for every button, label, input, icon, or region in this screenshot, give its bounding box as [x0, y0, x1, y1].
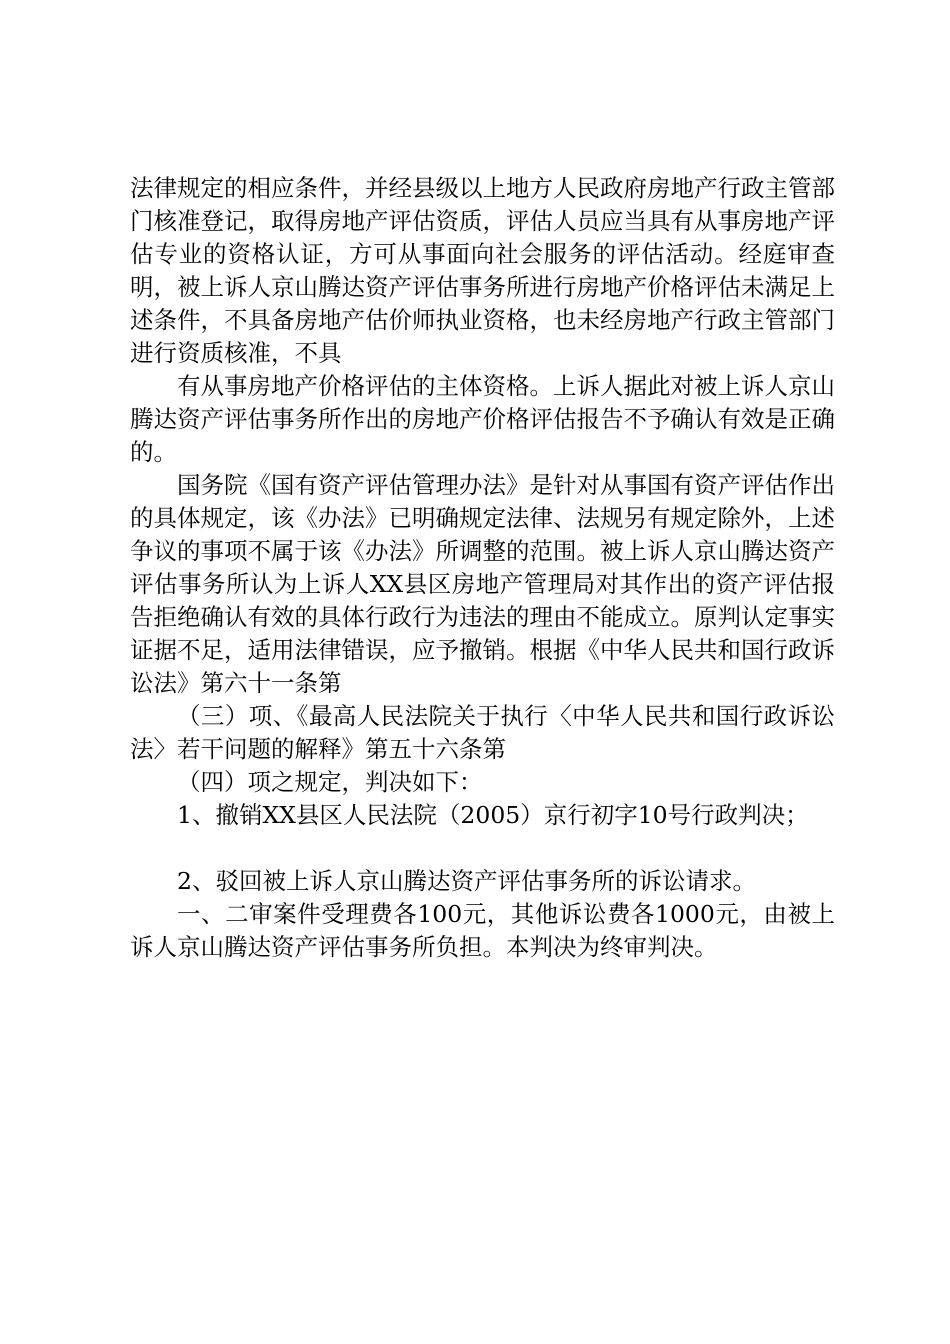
paragraph: 国务院《国有资产评估管理办法》是针对从事国有资产评估作出的具体规定，该《办法》已明确规定法律、法规另有规定除外，上述争议的事项不属于该《办法》所调整的范围。被上诉人京山腾达资产评估事务所认为上诉人XX县区房地产管理局对其作出的资产评估报告拒绝确认有效的具体行政行为违法的理由不能成立。原判认定事实证据不足，适用法律错误，应予撤销。根据《中华人民共和国行政诉讼法》第六十一条第: [130, 471, 835, 697]
paragraph: （三）项、《最高人民法院关于执行〈中华人民共和国行政诉讼法〉若干问题的解释》第五十六条第: [130, 702, 835, 763]
blank-line: [130, 832, 835, 865]
judgment-item-1: 1、撤销XX县区人民法院（2005）京行初字10号行政判决；: [177, 801, 809, 829]
paragraph: 有从事房地产价格评估的主体资格。上诉人据此对被上诉人京山腾达资产评估事务所作出的房地产价格评估报告不予确认有效是正确的。: [130, 372, 835, 466]
paragraph-continued: 法律规定的相应条件，并经县级以上地方人民政府房地产行政主管部门核准登记，取得房地产评估资质，评估人员应当具有从事房地产评估专业的资格认证，方可从事面向社会服务的评估活动。经庭审查明，被上诉人京山腾达资产评估事务所进行房地产价格评估未满足上述条件，不具备房地产估价师执业资格，也未经房地产行政主管部门进行资质核准，不具: [130, 174, 835, 367]
judgment-item-2: 2、驳回被上诉人京山腾达资产评估事务所的诉讼请求。: [177, 867, 756, 895]
paragraph-costs: 一、二审案件受理费各100元，其他诉讼费各1000元，由被上诉人京山腾达资产评估事务所负担。本判决为终审判决。: [130, 900, 835, 961]
document-body: [130, 172, 835, 964]
paragraph: （四）项之规定，判决如下：: [177, 768, 483, 796]
